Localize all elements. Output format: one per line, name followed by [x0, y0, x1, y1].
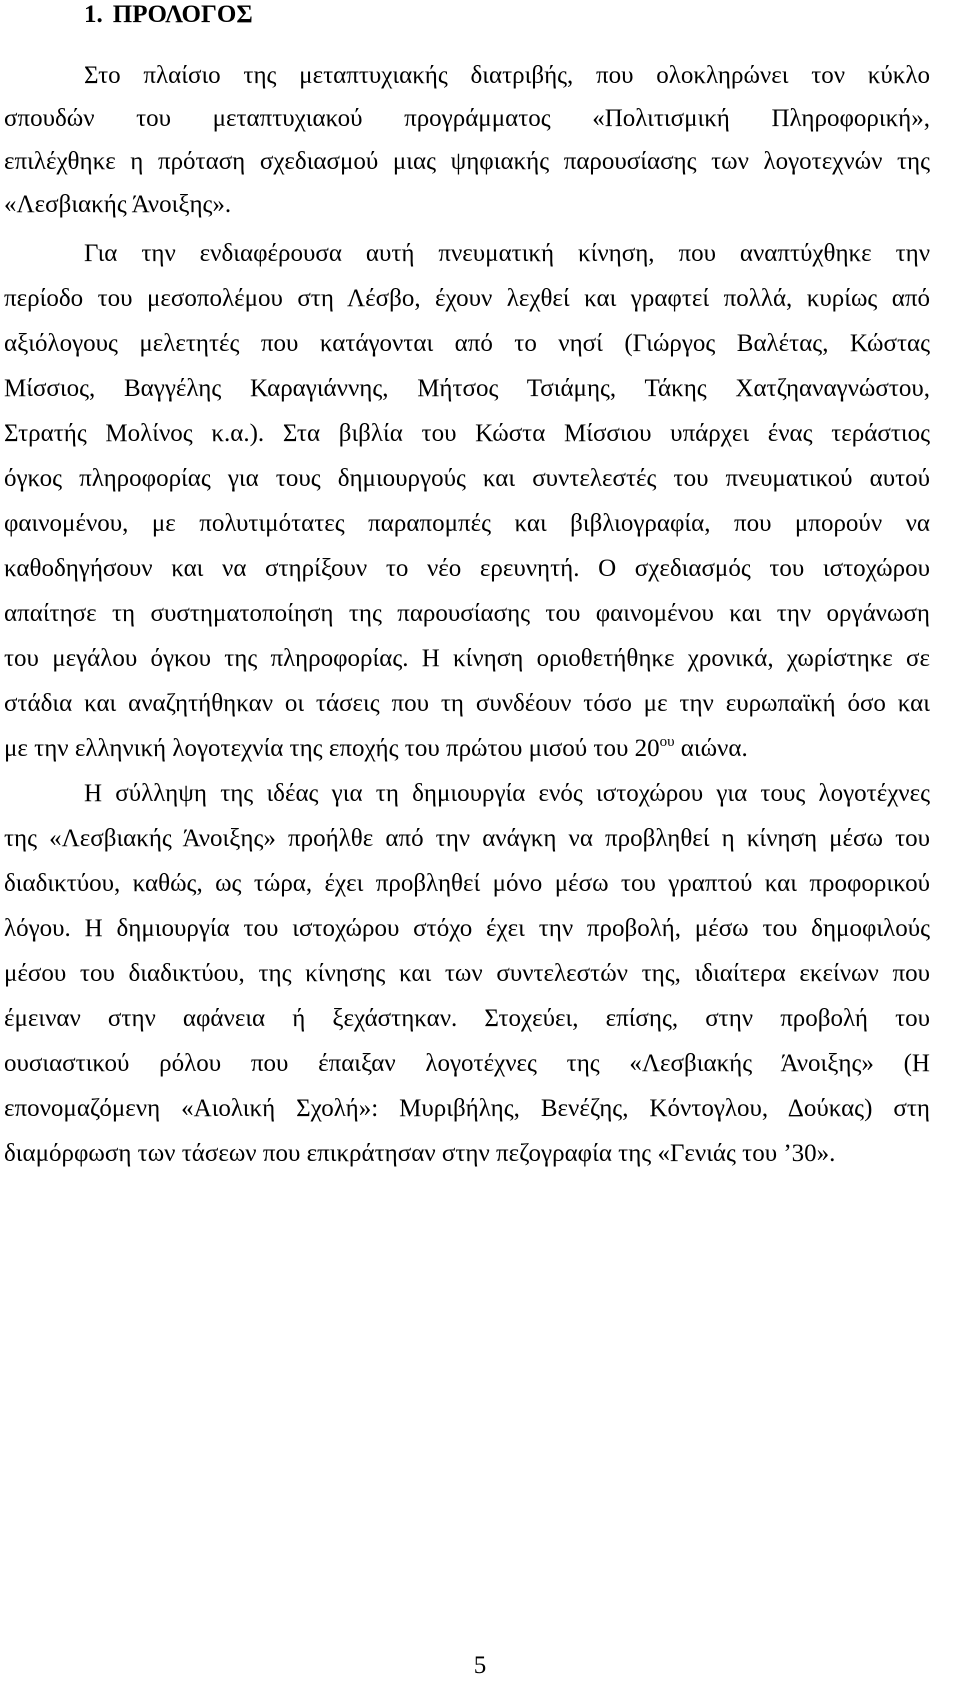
- text-line: καθοδηγήσουν και να στηρίξουν το νέο ερευνητή. Ο σχεδιασμός του ιστοχώρου: [4, 555, 930, 582]
- text-line: Η σύλληψη της ιδέας για τη δημιουργία ενός ιστοχώρου για τους λογοτέχνες: [84, 780, 930, 807]
- text-line: Στο πλαίσιο της μεταπτυχιακής διατριβής, που ολοκληρώνει τον κύκλο: [84, 62, 930, 89]
- text-line: διαμόρφωση των τάσεων που επικράτησαν στην πεζογραφία της «Γενιάς του ’30».: [4, 1140, 836, 1167]
- section-title: ΠΡΟΛΟΓΟΣ: [112, 1, 253, 28]
- page-number: 5: [473, 1652, 487, 1679]
- text-line: διαδικτύου, καθώς, ως τώρα, έχει προβληθεί μόνο μέσω του γραπτού και προφορικού: [4, 870, 930, 897]
- text-line: του μεγάλου όγκου της πληροφορίας. Η κίνηση οριοθετήθηκε χρονικά, χωρίστηκε σε: [4, 645, 930, 672]
- text-line: μέσου του διαδικτύου, της κίνησης και των συντελεστών της, ιδιαίτερα εκείνων που: [4, 960, 930, 987]
- text-line: Στρατής Μολίνος κ.α.). Στα βιβλία του Κώστα Μίσσιου υπάρχει ένας τεράστιος: [4, 420, 930, 447]
- section-heading: [84, 0, 253, 30]
- text-line: απαίτησε τη συστηματοποίηση της παρουσίασης του φαινομένου και την οργάνωση: [4, 600, 930, 627]
- text-line: Για την ενδιαφέρουσα αυτή πνευματική κίνηση, που αναπτύχθηκε την: [84, 240, 930, 267]
- text-line: σπουδών του μεταπτυχιακού προγράμματος «Πολιτισμική Πληροφορική»,: [4, 105, 930, 132]
- text-line: λόγου. Η δημιουργία του ιστοχώρου στόχο έχει την προβολή, μέσω του δημοφιλούς: [4, 915, 930, 942]
- text-line: αξιόλογους μελετητές που κατάγονται από το νησί (Γιώργος Βαλέτας, Κώστας: [4, 330, 930, 357]
- text-line: όγκος πληροφορίας για τους δημιουργούς και συντελεστές του πνευματικού αυτού: [4, 465, 930, 492]
- text-line: [4, 734, 930, 764]
- text-line: περίοδο του μεσοπολέμου στη Λέσβο, έχουν λεχθεί και γραφτεί πολλά, κυρίως από: [4, 285, 930, 312]
- text-line: «Λεσβιακής Άνοιξης».: [4, 191, 232, 218]
- text-line: Μίσσιος, Βαγγέλης Καραγιάννης, Μήτσος Τσιάμης, Τάκης Χατζηαναγνώστου,: [4, 375, 930, 402]
- section-number: 1.: [84, 1, 103, 28]
- text-line: επιλέχθηκε η πρόταση σχεδιασμού μιας ψηφιακής παρουσίασης των λογοτεχνών της: [4, 148, 930, 175]
- text-line: έμειναν στην αφάνεια ή ξεχάστηκαν. Στοχεύει, επίσης, στην προβολή του: [4, 1005, 930, 1032]
- text-line: φαινομένου, με πολυτιμότατες παραπομπές και βιβλιογραφία, που μπορούν να: [4, 510, 930, 537]
- text-line: ουσιαστικού ρόλου που έπαιξαν λογοτέχνες της «Λεσβιακής Άνοιξης» (Η: [4, 1050, 930, 1077]
- century-line-tail: αιώνα.: [674, 735, 748, 762]
- text-line: στάδια και αναζητήθηκαν οι τάσεις που τη συνδέουν τόσο με την ευρωπαϊκή όσο και: [4, 690, 930, 717]
- century-superscript: ου: [659, 734, 675, 750]
- text-line: επονομαζόμενη «Αιολική Σχολή»: Μυριβήλης, Βενέζης, Κόντογλου, Δούκας) στη: [4, 1095, 930, 1122]
- century-line-text: με την ελληνική λογοτεχνία της εποχής του πρώτου μισού του 20: [4, 735, 660, 762]
- text-line: της «Λεσβιακής Άνοιξης» προήλθε από την ανάγκη να προβληθεί η κίνηση μέσω του: [4, 825, 930, 852]
